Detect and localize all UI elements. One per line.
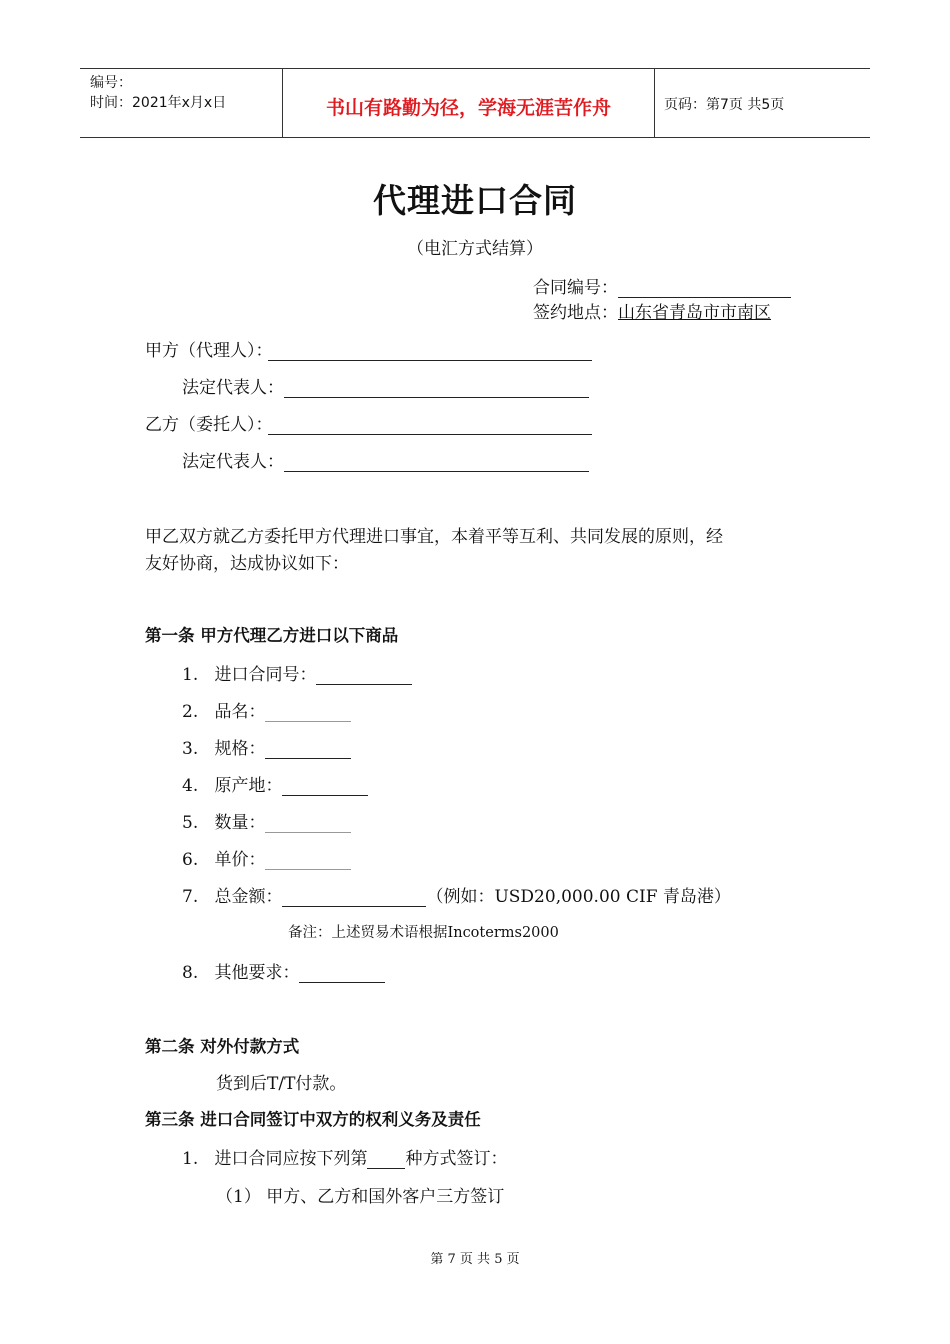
- article-1-title: 第一条 甲方代理乙方进口以下商品: [145, 626, 399, 645]
- item-label: 品名：: [214, 702, 266, 722]
- item-label: 数量：: [214, 813, 266, 833]
- product-name-blank[interactable]: [265, 703, 351, 722]
- other-requirements-blank[interactable]: [299, 964, 385, 983]
- article-2-text: 货到后T/T付款。: [216, 1074, 347, 1094]
- document-title: 代理进口合同: [373, 181, 577, 220]
- item-text-pre: 进口合同应按下列第: [214, 1149, 368, 1169]
- party-a-row: [145, 336, 592, 361]
- item-label: 单价：: [214, 850, 266, 870]
- total-amount-blank[interactable]: [282, 888, 426, 907]
- item-number: 1.: [182, 1149, 199, 1169]
- sign-place-label: 签约地点：: [533, 303, 618, 323]
- item-number: 4.: [182, 776, 199, 796]
- rep-a-blank[interactable]: [284, 379, 589, 398]
- specification-blank[interactable]: [265, 740, 351, 759]
- sign-place-value: 山东省青岛市市南区: [618, 303, 771, 323]
- rep-a-label: 法定代表人：: [182, 378, 284, 398]
- item-label: 规格：: [214, 739, 266, 759]
- article-1-item: [182, 808, 351, 833]
- rep-b-blank[interactable]: [284, 453, 589, 472]
- rep-b-label: 法定代表人：: [182, 452, 284, 472]
- item-label: 其他要求：: [214, 963, 300, 983]
- contract-number-blank[interactable]: [618, 279, 791, 298]
- article-3-title: 第三条 进口合同签订中双方的权利义务及责任: [145, 1110, 481, 1129]
- item-label: 总金额：: [214, 887, 283, 907]
- party-b-label: 乙方（委托人）：: [145, 415, 273, 435]
- header-time: 时间：2021年x月x日: [90, 95, 227, 111]
- party-a-blank[interactable]: [268, 342, 592, 361]
- quantity-blank[interactable]: [265, 814, 351, 833]
- item-number: 7.: [182, 887, 199, 907]
- item-number: 2.: [182, 702, 199, 722]
- page-header: [80, 68, 870, 138]
- unit-price-blank[interactable]: [265, 851, 351, 870]
- item-text-post: 种方式签订：: [405, 1149, 508, 1169]
- article-2-title: 第二条 对外付款方式: [145, 1037, 300, 1056]
- origin-blank[interactable]: [282, 777, 368, 796]
- header-number-label: 编号：: [90, 75, 132, 91]
- party-a-label: 甲方（代理人）：: [145, 341, 273, 361]
- document-subtitle: （电汇方式结算）: [407, 239, 543, 259]
- rep-a-row: [182, 373, 589, 398]
- intro-line-2: 友好协商，达成协议如下：: [145, 554, 349, 574]
- article-1-item: [182, 845, 351, 870]
- article-1-item: [182, 697, 351, 722]
- article-1-item: [182, 734, 351, 759]
- header-divider: [654, 69, 655, 137]
- header-motto: 书山有路勤为径，学海无涯苦作舟: [325, 97, 611, 119]
- item-number: 1.: [182, 665, 199, 685]
- party-b-row: [145, 410, 592, 435]
- total-amount-example: （例如：USD20,000.00 CIF 青岛港）: [426, 887, 731, 907]
- item-number: 3.: [182, 739, 199, 759]
- intro-line-1: 甲乙双方就乙方委托甲方代理进口事宜，本着平等互利、共同发展的原则，经: [145, 527, 723, 547]
- contract-number-row: [533, 273, 791, 298]
- page-footer: 第 7 页 共 5 页: [430, 1252, 520, 1267]
- signing-method-blank[interactable]: [367, 1150, 405, 1169]
- import-contract-no-blank[interactable]: [316, 666, 412, 685]
- header-meta: [90, 73, 226, 113]
- article-1-note: 备注：上述贸易术语根据Incoterms2000: [288, 925, 559, 941]
- item-label: 原产地：: [214, 776, 283, 796]
- header-page-info: 页码：第7页 共5页: [664, 97, 785, 113]
- article-3-subitem: （1） 甲方、乙方和国外客户三方签订: [216, 1187, 505, 1207]
- sign-place-row: [533, 298, 771, 323]
- contract-number-label: 合同编号：: [533, 278, 618, 298]
- item-number: 8.: [182, 963, 199, 983]
- item-number: 5.: [182, 813, 199, 833]
- article-1-item: [182, 660, 412, 685]
- rep-b-row: [182, 447, 589, 472]
- article-1-item: [182, 771, 368, 796]
- article-3-item: [182, 1144, 507, 1169]
- article-1-item: [182, 958, 385, 983]
- party-b-blank[interactable]: [268, 416, 592, 435]
- item-label: 进口合同号：: [214, 665, 317, 685]
- item-number: 6.: [182, 850, 199, 870]
- article-1-item: [182, 882, 731, 907]
